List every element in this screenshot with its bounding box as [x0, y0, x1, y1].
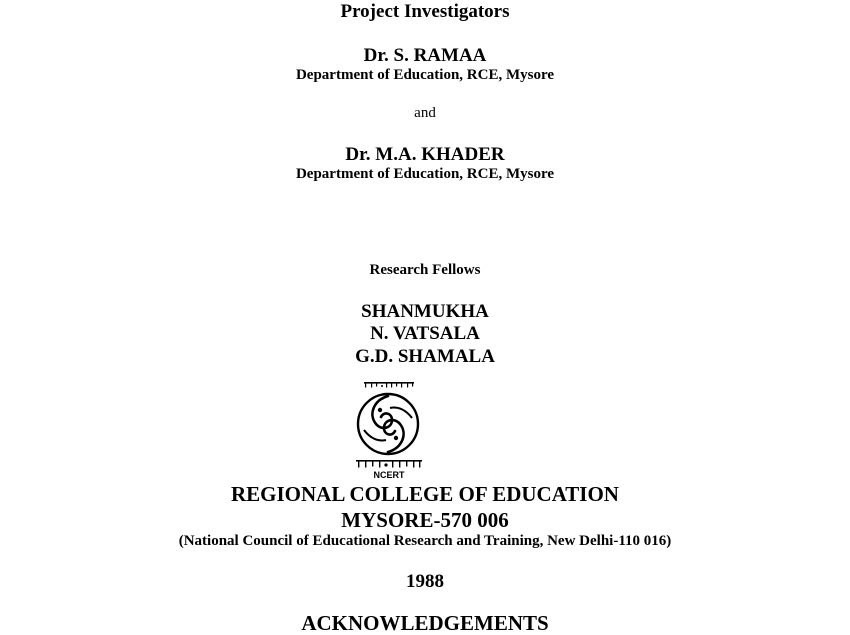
publication-year: 1988: [406, 571, 444, 592]
fellow-name-3: G.D. SHAMALA: [355, 346, 495, 367]
investigator-department-1: Department of Education, RCE, Mysore: [295, 67, 555, 83]
fellows-heading: Research Fellows: [369, 262, 481, 278]
fellow-name-2: N. VATSALA: [370, 323, 480, 344]
institution-affiliation: (National Council of Educational Research and Training, New Delhi-110 016): [178, 533, 672, 549]
investigator-name-2: Dr. M.A. KHADER: [345, 144, 505, 165]
investigator-department-2: Department of Education, RCE, Mysore: [295, 166, 555, 182]
ncert-logo-text: NCERT: [373, 470, 405, 480]
acknowledgements-heading: ACKNOWLEDGEMENTS: [301, 611, 549, 635]
ncert-emblem-icon: [352, 380, 426, 480]
institution-city: MYSORE-570 006: [341, 508, 509, 532]
investigators-conjunction: and: [414, 105, 436, 121]
investigators-heading: Project Investigators: [340, 1, 510, 22]
fellow-name-1: SHANMUKHA: [361, 301, 489, 322]
investigator-name-1: Dr. S. RAMAA: [363, 45, 487, 66]
institution-name: REGIONAL COLLEGE OF EDUCATION: [231, 482, 619, 506]
